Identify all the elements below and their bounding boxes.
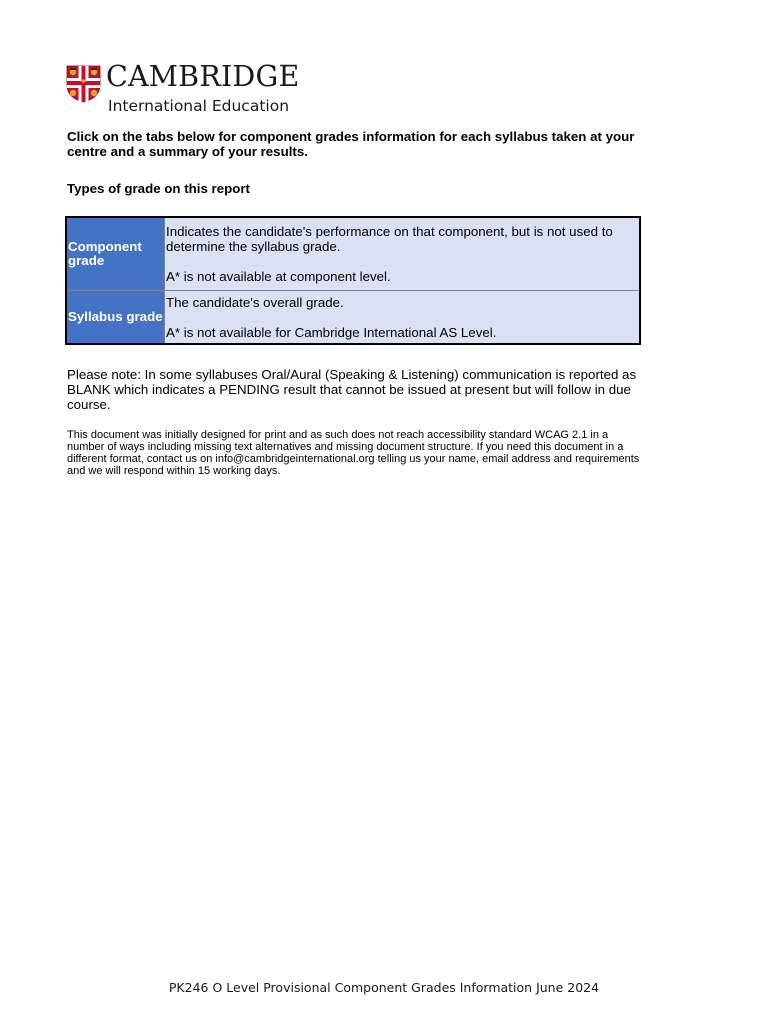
grade-row-syllabus xyxy=(67,291,639,343)
cambridge-logo xyxy=(66,60,306,119)
grade-description-text: The candidate's overall grade. xyxy=(166,295,344,310)
grade-types-table xyxy=(65,216,641,345)
intro-instructions: Click on the tabs below for component grades information for each syllabus taken at your centre and a summary of your results. xyxy=(67,129,635,159)
grade-description-text: Indicates the candidate's performance on that component, but is not used to determine the syllabus grade. xyxy=(166,224,613,254)
grade-term-cell xyxy=(67,218,165,290)
grade-description-cell xyxy=(165,218,639,290)
grade-description-note: A* is not available for Cambridge International AS Level. xyxy=(166,325,497,340)
grade-term-label: Syllabus grade xyxy=(68,309,163,324)
grade-row-component xyxy=(67,218,639,291)
cambridge-shield-icon xyxy=(66,65,101,103)
logo-subtitle: International Education xyxy=(108,97,290,115)
accessibility-statement: This document was initially designed for print and as such does not reach accessibility standard WCAG 2.1 in a number of ways including missing text alternatives and missing document structure. If you need this document in a different format, contact us on info@cambridgeinternational.org telling us your name, email address and requirements and we will respond within 15 working days. xyxy=(67,429,640,477)
page-footer: PK246 O Level Provisional Component Grades Information June 2024 xyxy=(168,980,600,995)
grade-description-cell xyxy=(165,291,639,343)
grade-description-note: A* is not available at component level. xyxy=(166,269,391,284)
logo-wordmark: CAMBRIDGE xyxy=(106,60,300,93)
pending-result-note: Please note: In some syllabuses Oral/Aural (Speaking & Listening) communication is reported as BLANK which indicates a PENDING result that cannot be issued at present but will follow in due course. xyxy=(67,367,637,412)
grade-term-label: Component grade xyxy=(68,239,142,268)
grade-term-cell xyxy=(67,291,165,343)
grade-types-heading: Types of grade on this report xyxy=(67,181,250,196)
